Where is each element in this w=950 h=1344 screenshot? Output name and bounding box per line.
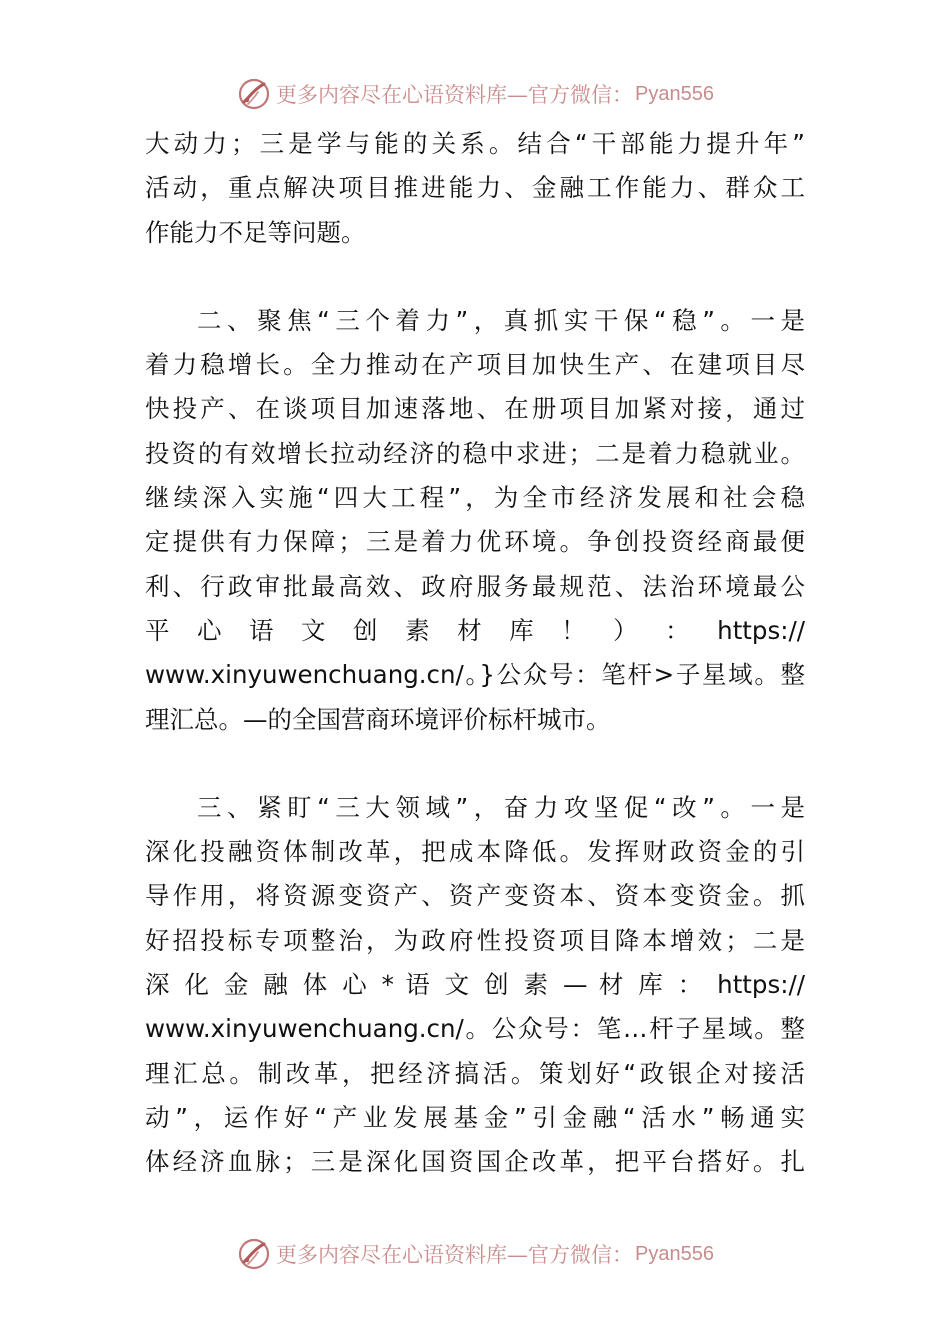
text-line: 三、紧盯“三大领域”，奋力攻坚促“改”。一是 bbox=[197, 792, 805, 822]
text-line: 平 心 语 文 创 素 材 库 ！ ） ： https:// bbox=[145, 615, 805, 645]
text-line: 动”，运作好“产业发展基金”引金融“活水”畅通实 bbox=[145, 1102, 805, 1132]
text-line: www.xinyuwenchuang.cn/。公众号：笔…杆子星域。整 bbox=[145, 1014, 805, 1044]
ink-brush-logo-icon bbox=[236, 1236, 272, 1272]
ink-brush-logo-icon bbox=[236, 76, 272, 112]
paragraph-3 bbox=[145, 786, 805, 1185]
footer-banner bbox=[0, 1234, 950, 1274]
header-banner bbox=[0, 74, 950, 114]
header-wechat-id: Pyan556 bbox=[635, 82, 714, 105]
text-line: 活动，重点解决项目推进能力、金融工作能力、群众工 bbox=[145, 173, 805, 203]
text-line: 深化投融资体制改革，把成本降低。发挥财政资金的引 bbox=[145, 837, 805, 867]
text-line: 体经济血脉；三是深化国资国企改革，把平台搭好。扎 bbox=[145, 1147, 805, 1177]
text-line: 深 化 金 融 体 心 * 语 文 创 素 — 材 库 ： https:// bbox=[145, 970, 805, 1000]
text-line: 好招投标专项整治，为政府性投资项目降本增效；二是 bbox=[145, 925, 805, 955]
text-line: 定提供有力保障；三是着力优环境。争创投资经商最便 bbox=[145, 527, 805, 557]
text-line: 投资的有效增长拉动经济的稳中求进；二是着力稳就业。 bbox=[145, 438, 805, 468]
text-line: 着力稳增长。全力推动在产项目加快生产、在建项目尽 bbox=[145, 350, 805, 380]
footer-slogan: 更多内容尽在心语资料库—官方微信： bbox=[276, 1243, 634, 1267]
text-line: 导作用，将资源变资产、资产变资本、资本变资金。抓 bbox=[145, 881, 805, 911]
text-line: 理汇总。制改革，把经济搞活。策划好“政银企对接活 bbox=[145, 1058, 805, 1088]
text-line: 作能力不足等问题。 bbox=[145, 217, 366, 247]
text-line: 大动力；三是学与能的关系。结合“干部能力提升年” bbox=[145, 129, 805, 158]
header-slogan: 更多内容尽在心语资料库—官方微信： bbox=[276, 83, 634, 107]
text-line: 继续深入实施“四大工程”，为全市经济发展和社会稳 bbox=[145, 483, 805, 513]
text-line: 快投产、在谈项目加速落地、在册项目加紧对接，通过 bbox=[145, 394, 805, 424]
paragraph-1 bbox=[145, 122, 805, 255]
text-line: 理汇总。—的全国营商环境评价标杆城市。 bbox=[145, 704, 611, 734]
text-line: 利、行政审批最高效、政府服务最规范、法治环境最公 bbox=[145, 571, 805, 601]
text-line: www.xinyuwenchuang.cn/。}公众号：笔杆>子星域。整 bbox=[145, 660, 805, 690]
footer-wechat-id: Pyan556 bbox=[635, 1242, 714, 1265]
paragraph-2 bbox=[145, 299, 805, 742]
document-body bbox=[145, 122, 805, 1229]
text-line: 二、聚焦“三个着力”，真抓实干保“稳”。一是 bbox=[197, 305, 805, 335]
